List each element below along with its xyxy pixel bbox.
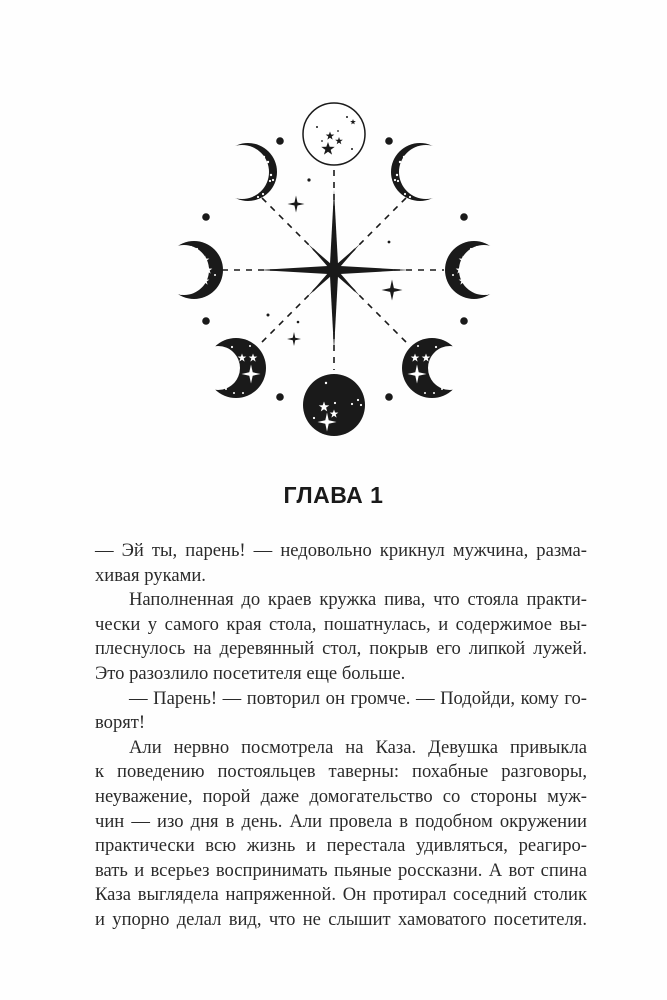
- text-line: плеснулось на деревянный стол, покрыв его липкой лужей.: [95, 638, 587, 660]
- text-line: Али нервно посмотрела на Каза. Девушка привыкла: [129, 736, 587, 758]
- text-line: чески у самого края стола, пошатнулась, и содержимое вы-: [95, 613, 587, 635]
- waning-gibbous-crescent-icon: [206, 338, 266, 398]
- waning-crescent-icon: [165, 241, 223, 299]
- waxing-crescent-icon: [445, 241, 503, 299]
- compass-star-icon: [259, 190, 409, 350]
- text-line: Каза выглядела напряженной. Он протирал соседний столик: [95, 884, 587, 906]
- text-line: практически всю жизнь и перестала удивляться, реагиро-: [95, 835, 587, 857]
- waning-crescent-icon: [219, 143, 277, 201]
- text-line: — Эй ты, парень! — недовольно крикнул мужчина, разма-: [95, 540, 587, 561]
- chapter-title: ГЛАВА 1: [283, 482, 384, 508]
- waxing-gibbous-crescent-icon: [402, 338, 462, 398]
- text-line: чин — изо дня в день. Али провела в подобном окружении: [95, 810, 587, 832]
- moon-phases-illustration: [0, 0, 667, 460]
- text-line: к поведению постояльцев таверны: похабные разговоры,: [95, 761, 587, 783]
- text-line: Наполненная до краев кружка пива, что стояла практи-: [129, 589, 587, 611]
- text-line: — Парень! — повторил он громче. — Подойди, кому го-: [129, 687, 587, 709]
- text-line: вать и всерьез воспринимать пьяные россказни. А вот спина: [95, 859, 587, 881]
- text-line: неуважение, порой даже домогательство со стороны муж-: [95, 785, 587, 807]
- text-line: и упорно делал вид, что не слышит хамоватого посетителя.: [95, 908, 587, 930]
- new-moon-icon: [303, 374, 365, 436]
- text-line: Это разозлило посетителя еще больше.: [95, 662, 406, 684]
- waxing-crescent-icon: [391, 143, 449, 201]
- text-line: ворят!: [95, 712, 146, 734]
- text-line: хивая руками.: [95, 564, 206, 586]
- full-moon-outline-icon: [303, 103, 365, 165]
- chapter-body-text: [95, 539, 587, 933]
